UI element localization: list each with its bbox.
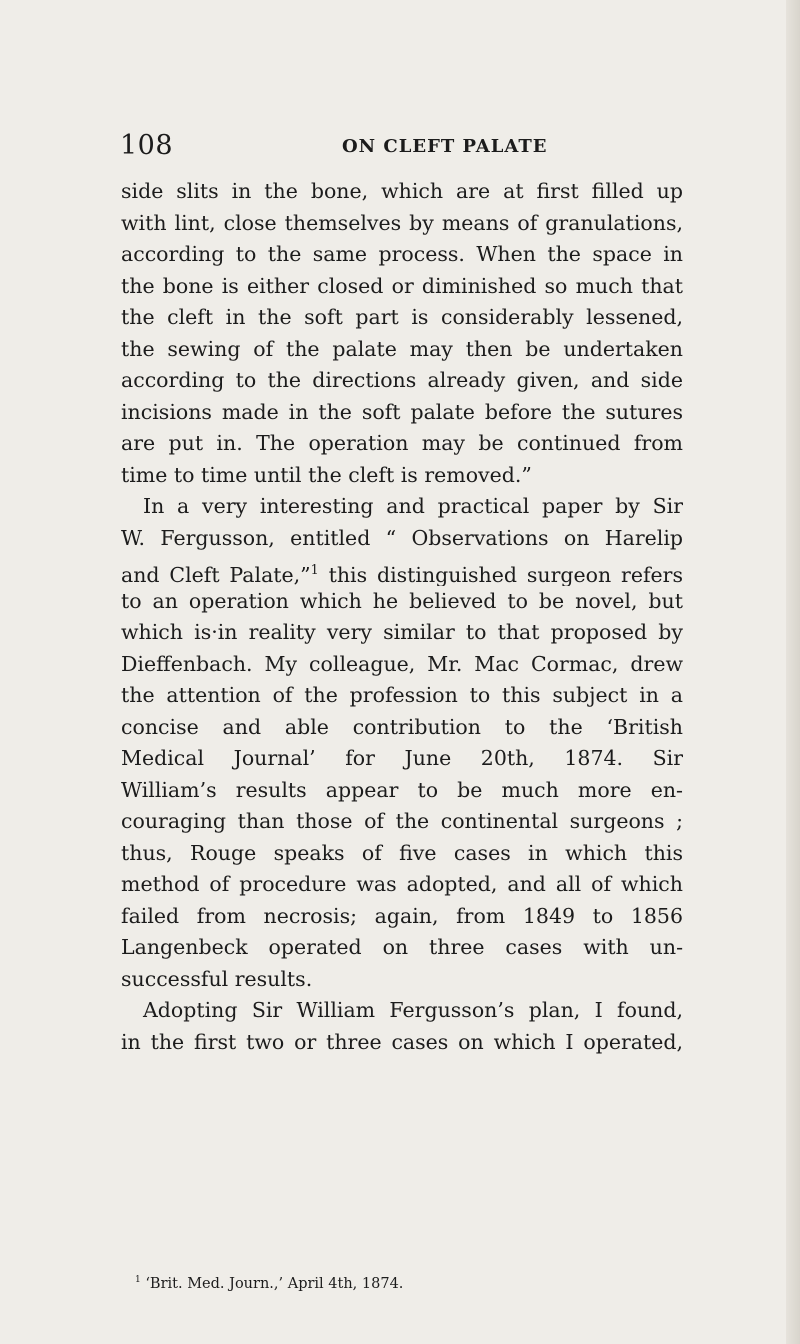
text-line: time to time until the cleft is removed.” xyxy=(121,462,532,487)
text-line: the cleft in the soft part is considerably lessened, xyxy=(121,305,683,329)
text-line: failed from necrosis; again, from 1849 to 1856 xyxy=(121,903,683,928)
running-title: ON CLEFT PALATE xyxy=(342,136,548,157)
text-fragment: this distinguished surgeon refers xyxy=(318,562,683,586)
text-line: which is·in reality very similar to that proposed by xyxy=(121,620,683,644)
text-line: incisions made in the soft palate before the sutures xyxy=(121,399,683,424)
text-line: according to the directions already given, and side xyxy=(121,368,683,392)
text-line: according to the same process. When the space in xyxy=(121,242,683,266)
text-line: in the first two or three cases on which I operated, xyxy=(121,1029,683,1054)
text-line: concise and able contribution to the ‘British xyxy=(121,714,683,739)
text-line-with-footnote-ref xyxy=(121,554,683,586)
text-line: to an operation which he believed to be novel, but xyxy=(121,588,683,613)
text-line: the sewing of the palate may then be undertaken xyxy=(121,336,683,361)
text-line: William’s results appear to be much more en- xyxy=(121,777,683,802)
page-edge xyxy=(786,0,800,1344)
page-header xyxy=(120,130,680,170)
text-line: thus, Rouge speaks of five cases in which this xyxy=(121,840,683,865)
text-line: Dieffenbach. My colleague, Mr. Mac Cormac, drew xyxy=(121,651,683,676)
text-line: Medical Journal’ for June 20th, 1874. Sir xyxy=(121,746,683,770)
text-line: the bone is either closed or diminished so much that xyxy=(121,273,683,298)
text-line: method of procedure was adopted, and all of which xyxy=(121,872,683,896)
text-line: the attention of the profession to this subject in a xyxy=(121,683,683,707)
body-text xyxy=(121,176,683,1058)
text-line: successful results. xyxy=(121,966,313,991)
footnote xyxy=(135,1275,403,1292)
footnote-text: ‘Brit. Med. Journ.,’ April 4th, 1874. xyxy=(145,1275,404,1292)
text-line: side slits in the bone, which are at first filled up xyxy=(121,179,683,203)
text-line: W. Fergusson, entitled “ Observations on Harelip xyxy=(121,525,683,550)
footnote-marker: 1 xyxy=(135,1275,141,1285)
footnote-reference[interactable]: 1 xyxy=(310,562,319,577)
text-line: In a very interesting and practical paper by Sir xyxy=(143,494,683,518)
text-line: couraging than those of the continental surgeons ; xyxy=(121,809,683,833)
text-line: with lint, close themselves by means of granulations, xyxy=(121,210,683,235)
page-number: 108 xyxy=(120,130,174,161)
text-line: Adopting Sir William Fergusson’s plan, I found, xyxy=(143,998,683,1022)
text-fragment: and Cleft Palate,” xyxy=(121,562,311,586)
text-line: are put in. The operation may be continued from xyxy=(121,431,683,455)
text-line: Langenbeck operated on three cases with un- xyxy=(121,935,683,959)
